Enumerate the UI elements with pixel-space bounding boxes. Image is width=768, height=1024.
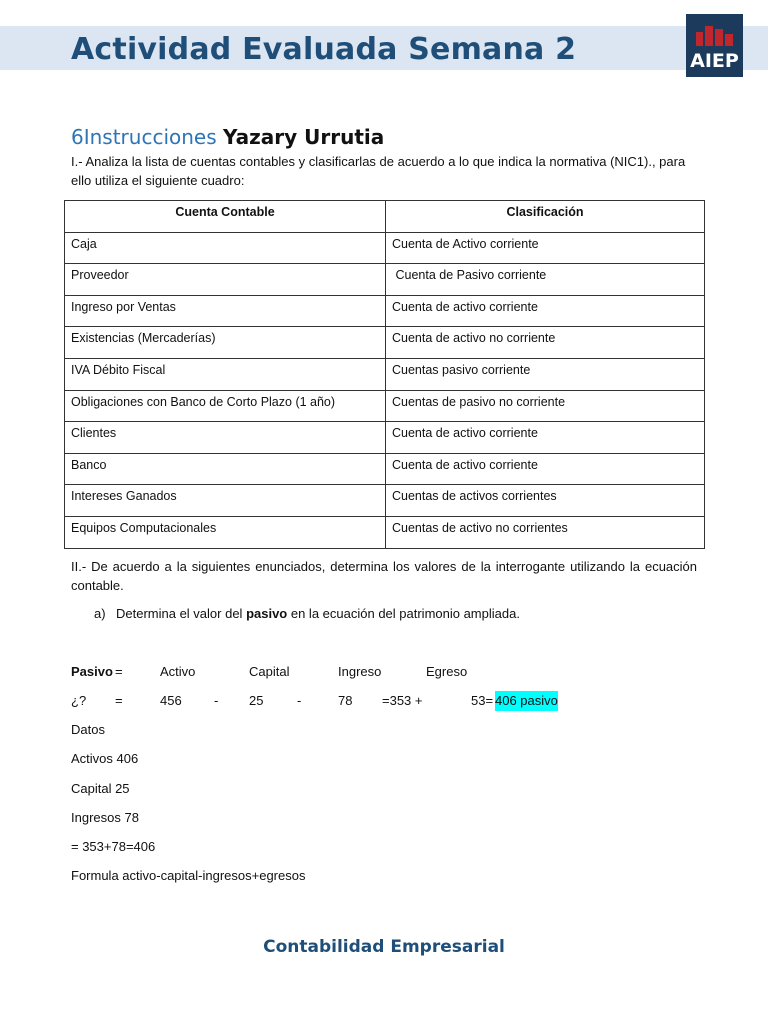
eq-unknown: ¿? (71, 693, 87, 708)
part2-instructions: II.- De acuerdo a la siguientes enunciados, determina los valores de la interrogante utilizando la ecuación contable. (71, 559, 697, 593)
section-heading (71, 123, 384, 151)
question-a (94, 604, 520, 623)
eq-partial: =353 + (382, 693, 423, 708)
question-text-bold: pasivo (246, 606, 288, 621)
eq-minus: - (297, 693, 302, 708)
accounts-table (64, 200, 705, 549)
datos-line: Activos 406 (71, 751, 139, 766)
table-row (65, 485, 705, 517)
account-name: Ingreso por Ventas (65, 295, 386, 327)
question-text-pre: Determina el valor del (116, 606, 247, 621)
table-row (65, 390, 705, 422)
account-classification: Cuenta de activo no corriente (386, 327, 705, 359)
eq-value-capital: 25 (249, 693, 264, 708)
eq-equals: = (115, 664, 123, 679)
footer-title: Contabilidad Empresarial (263, 937, 505, 957)
account-classification: Cuentas de pasivo no corriente (386, 390, 705, 422)
account-classification: Cuenta de Activo corriente (386, 232, 705, 264)
table-row (65, 516, 705, 548)
equation-header-row (71, 662, 711, 682)
account-name: IVA Débito Fiscal (65, 358, 386, 390)
account-name: Existencias (Mercaderías) (65, 327, 386, 359)
table-row (65, 264, 705, 296)
datos-title: Datos (71, 722, 105, 737)
table-row (65, 232, 705, 264)
aiep-logo (686, 14, 743, 77)
account-name: Obligaciones con Banco de Corto Plazo (1 año) (65, 390, 386, 422)
account-classification: Cuenta de activo corriente (386, 295, 705, 327)
table-row (65, 358, 705, 390)
page-title: Actividad Evaluada Semana 2 (71, 32, 577, 67)
instructions-text: I.- Analiza la lista de cuentas contables y clasificarlas de acuerdo a lo que indica la normativa (NIC1)., para ello utiliza el siguiente cuadro: (71, 154, 686, 188)
account-name: Caja (65, 232, 386, 264)
account-name: Equipos Computacionales (65, 516, 386, 548)
equation-values-row (71, 691, 711, 711)
table-row (65, 453, 705, 485)
eq-value-activo: 456 (160, 693, 182, 708)
question-text-post: en la ecuación del patrimonio ampliada. (287, 606, 520, 621)
table-row (65, 327, 705, 359)
eq-equals: = (115, 693, 123, 708)
eq-capital: Capital (249, 664, 290, 679)
list-marker: a) (94, 606, 106, 621)
account-classification: Cuentas pasivo corriente (386, 358, 705, 390)
account-name: Clientes (65, 422, 386, 454)
table-row (65, 295, 705, 327)
column-header: Clasificación (386, 201, 705, 233)
datos-formula: Formula activo-capital-ingresos+egresos (71, 868, 306, 883)
eq-value-egreso: 53= (471, 693, 494, 708)
account-classification: Cuenta de activo corriente (386, 453, 705, 485)
eq-ingreso: Ingreso (338, 664, 382, 679)
section-label: 6Instrucciones (71, 125, 217, 149)
account-name: Proveedor (65, 264, 386, 296)
account-classification: Cuenta de Pasivo corriente (386, 264, 705, 296)
datos-line: Capital 25 (71, 781, 130, 796)
eq-pasivo: Pasivo (71, 664, 113, 679)
table-header-row (65, 201, 705, 233)
account-classification: Cuentas de activo no corrientes (386, 516, 705, 548)
logo-text: AIEP (690, 50, 739, 72)
table-row (65, 422, 705, 454)
account-name: Banco (65, 453, 386, 485)
eq-minus: - (214, 693, 219, 708)
datos-line: = 353+78=406 (71, 839, 156, 854)
account-name: Intereses Ganados (65, 485, 386, 517)
eq-activo: Activo (160, 664, 196, 679)
eq-egreso: Egreso (426, 664, 468, 679)
student-name: Yazary Urrutia (223, 125, 385, 149)
account-classification: Cuenta de activo corriente (386, 422, 705, 454)
column-header: Cuenta Contable (65, 201, 386, 233)
eq-value-ingreso: 78 (338, 693, 353, 708)
account-classification: Cuentas de activos corrientes (386, 485, 705, 517)
eq-result-highlight: 406 pasivo (495, 691, 558, 711)
datos-line: Ingresos 78 (71, 810, 139, 825)
